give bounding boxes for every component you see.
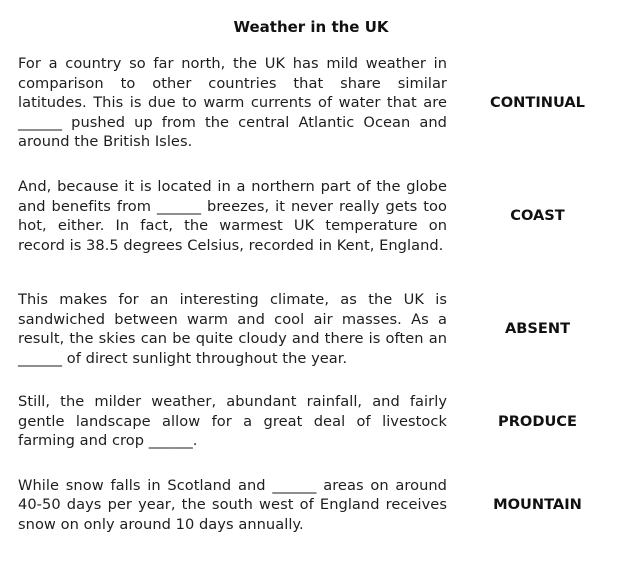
passage-text: Still, the milder weather, abundant rainfall, and fairly gentle landscape allow for a great deal of livestock farming and crop ______. [18, 393, 447, 450]
passage-text: For a country so far north, the UK has mild weather in comparison to other countries that share similar latitudes. This is due to warm currents of water that are ______ pushed up from the central Atlantic Ocean and around the British Isles. [18, 55, 447, 151]
exercise-item-2 [18, 167, 618, 265]
passage-text: This makes for an interesting climate, as the UK is sandwiched between warm and cool air masses. As a result, the skies can be quite cloudy and there is often an ______ of direct sunlight throughout the year. [18, 291, 447, 367]
passage-text: And, because it is located in a northern part of the globe and benefits from ______ breezes, it never really gets too hot, either. In fact, the warmest UK temperature on record is 38.5 degrees Celsius, recorded in Kent, England. [18, 178, 447, 254]
passage-text: While snow falls in Scotland and ______ areas on around 40-50 days per year, the south west of England receives snow on only around 10 days annually. [18, 476, 447, 533]
exercise-item-3 [18, 280, 618, 378]
keyword-word: ABSENT [504, 320, 571, 337]
page-title: Weather in the UK [233, 18, 389, 36]
keyword-word: COAST [510, 207, 565, 224]
keyword-word: CONTINUAL [490, 94, 585, 111]
exercise-item-1 [18, 54, 618, 152]
exercise-item-5 [18, 466, 618, 544]
keyword-word: PRODUCE [498, 412, 577, 430]
exercise-item-4 [18, 392, 618, 451]
keyword-word: MOUNTAIN [493, 496, 582, 513]
